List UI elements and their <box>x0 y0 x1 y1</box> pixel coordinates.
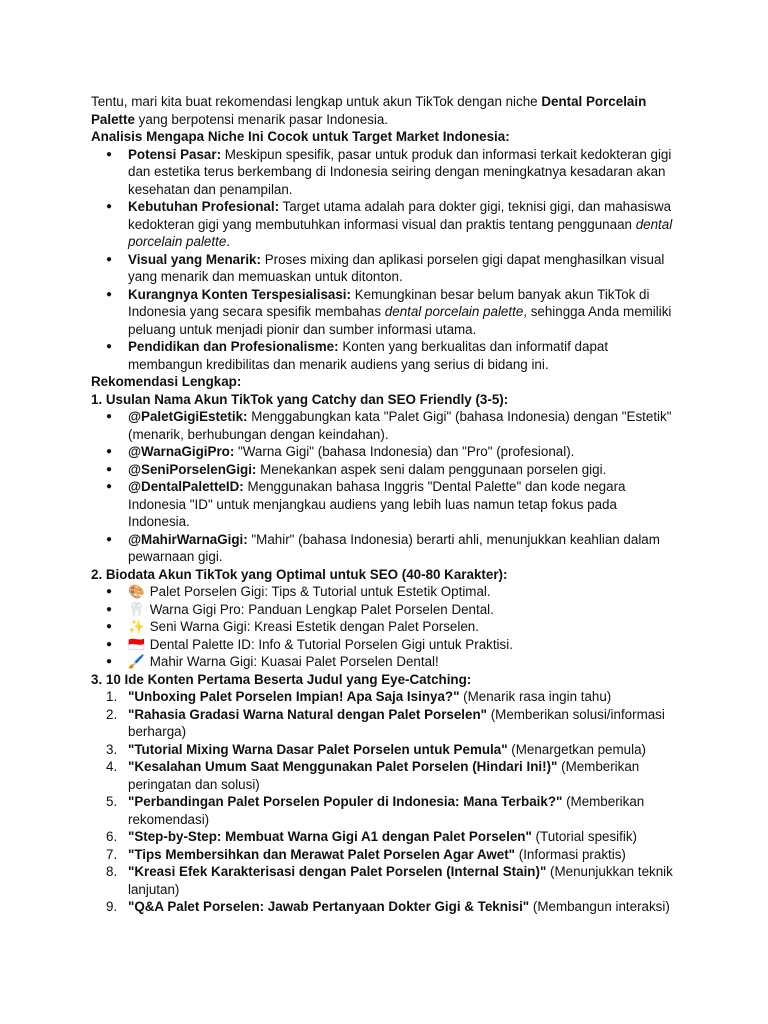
list-item: 4. "Kesalahan Umum Saat Menggunakan Palet Porselen (Hindari Ini!)" (Memberikan peringatan dan solusi) <box>106 759 640 792</box>
list-item: ● @MahirWarnaGigi: "Mahir" (bahasa Indonesia) berarti ahli, menunjukkan keahlian dalam pewarnaan gigi. <box>91 531 673 566</box>
list-item: 3. "Tutorial Mixing Warna Dasar Palet Porselen untuk Pemula" (Menargetkan pemula) <box>106 741 646 757</box>
list-item: ● @WarnaGigiPro: "Warna Gigi" (bahasa Indonesia) dan "Pro" (profesional). <box>91 443 673 461</box>
indonesia-flag-icon: 🇮🇩 <box>128 636 145 652</box>
list-item: 1. "Unboxing Palet Porselen Impian! Apa Saja Isinya?" (Menarik rasa ingin tahu) <box>106 689 612 704</box>
list-item: ● Kebutuhan Profesional: Target utama adalah para dokter gigi, teknisi gigi, dan mahasiswa kedokteran gigi yang membutuhkan informasi visual dan praktis tentang penggunaan dental porcelain palette. <box>91 198 673 251</box>
document-page <box>91 93 673 916</box>
list-item: 7. "Tips Membersihkan dan Merawat Palet Porselen Agar Awet" (Informasi praktis) <box>106 846 626 862</box>
list-item: ● Potensi Pasar: Meskipun spesifik, pasar untuk produk dan informasi terkait kedokteran gigi dan estetika terus berkembang di Indonesia seiring dengan meningkatnya kesadaran akan kesehatan dan penampilan. <box>91 146 673 199</box>
list-item: 5. "Perbandingan Palet Porselen Populer di Indonesia: Mana Terbaik?" (Memberikan rekomendasi) <box>106 794 645 827</box>
intro-text: Tentu, mari kita buat rekomendasi lengkap untuk akun TikTok dengan niche <box>91 94 542 109</box>
list-item: ● 🎨 Palet Porselen Gigi: Tips & Tutorial untuk Estetik Optimal. <box>91 583 673 601</box>
bio-list <box>91 583 673 671</box>
list-item: ● 🇮🇩 Dental Palette ID: Info & Tutorial Porselen Gigi untuk Praktisi. <box>91 636 673 654</box>
list-item: 2. "Rahasia Gradasi Warna Natural dengan Palet Porselen" (Memberikan solusi/informasi berharga) <box>106 706 665 739</box>
list-item: ● Kurangnya Konten Terspesialisasi: Kemungkinan besar belum banyak akun TikTok di Indonesia yang secara spesifik membahas dental porcelain palette, sehingga Anda memiliki peluang untuk menjadi pionir dan sumber informasi utama. <box>91 286 673 339</box>
niche-name: Dental Porcelain Palette <box>91 94 647 127</box>
tooth-icon: 🦷 <box>128 601 145 617</box>
intro-paragraph <box>91 93 673 128</box>
recommendations-heading: Rekomendasi Lengkap: <box>91 374 242 389</box>
list-item: 6. "Step-by-Step: Membuat Warna Gigi A1 dengan Palet Porselen" (Tutorial spesifik) <box>106 829 637 844</box>
content-ideas-list <box>91 688 673 916</box>
section-3-heading: 3. 10 Ide Konten Pertama Beserta Judul yang Eye-Catching: <box>91 671 472 687</box>
section-2-heading: 2. Biodata Akun TikTok yang Optimal untuk SEO (40-80 Karakter): <box>91 566 508 582</box>
intro-text-end: yang berpotensi menarik pasar Indonesia. <box>134 111 389 127</box>
analysis-list <box>91 146 673 374</box>
list-item: ● @DentalPaletteID: Menggunakan bahasa Inggris "Dental Palette" dan kode negara Indonesia "ID" untuk menjangkau audiens yang lebih luas namun tetap fokus pada Indonesia. <box>91 478 673 531</box>
list-item: ● @SeniPorselenGigi: Menekankan aspek seni dalam penggunaan porselen gigi. <box>91 461 673 479</box>
palette-icon: 🎨 <box>128 584 145 599</box>
sparkles-icon: ✨ <box>128 619 145 634</box>
list-item: ● 🖌️ Mahir Warna Gigi: Kuasai Palet Porselen Dental! <box>91 653 673 671</box>
analysis-heading: Analisis Mengapa Niche Ini Cocok untuk Target Market Indonesia: <box>91 129 510 144</box>
list-item: ● @PaletGigiEstetik: Menggabungkan kata "Palet Gigi" (bahasa Indonesia) dengan "Estetik" (menarik, berhubungan dengan keindahan). <box>91 408 673 443</box>
list-item: ● Pendidikan dan Profesionalisme: Konten yang berkualitas dan informatif dapat membangun kredibilitas dan menarik audiens yang serius di bidang ini. <box>91 338 673 373</box>
list-item: ● ✨ Seni Warna Gigi: Kreasi Estetik dengan Palet Porselen. <box>91 618 673 636</box>
paintbrush-icon: 🖌️ <box>128 654 145 669</box>
list-item: 8. "Kreasi Efek Karakterisasi dengan Palet Porselen (Internal Stain)" (Menunjukkan teknik lanjutan) <box>106 864 673 897</box>
account-name-list <box>91 408 673 566</box>
list-item: ● Visual yang Menarik: Proses mixing dan aplikasi porselen gigi dapat menghasilkan visual yang menarik dan memuaskan untuk ditonton. <box>91 251 673 286</box>
list-item: ● 🦷 Warna Gigi Pro: Panduan Lengkap Palet Porselen Dental. <box>91 601 673 619</box>
list-item: 9. "Q&A Palet Porselen: Jawab Pertanyaan Dokter Gigi & Teknisi" (Membangun interaksi) <box>106 899 670 914</box>
section-1-heading: 1. Usulan Nama Akun TikTok yang Catchy dan SEO Friendly (3-5): <box>91 391 509 407</box>
